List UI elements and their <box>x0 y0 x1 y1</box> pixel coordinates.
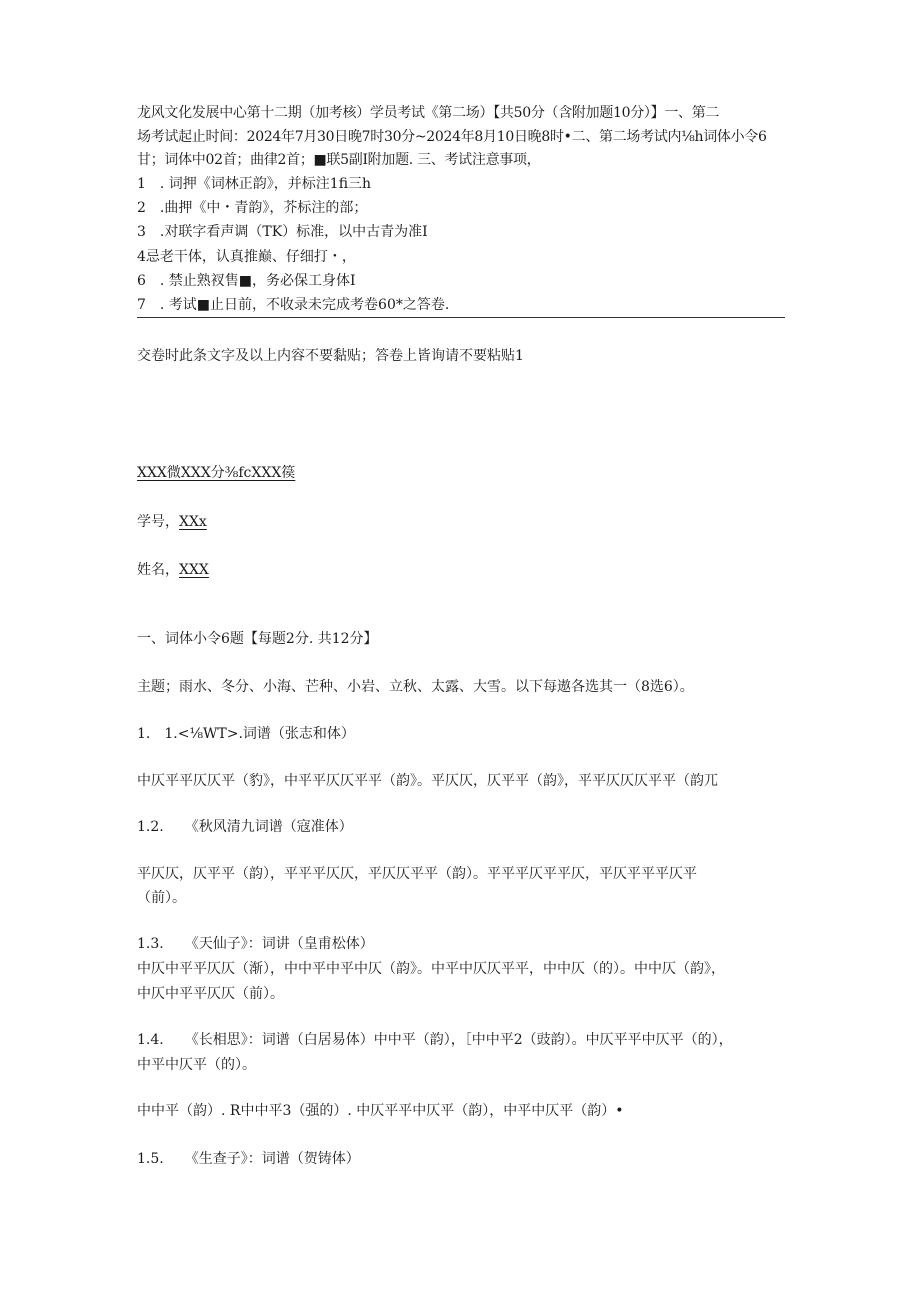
item-body-line: 1.4. 《长相思》：词谱（白居易体）中中平（韵），［中中平2（豉韵）。中仄平平中仄平（的）， <box>137 1032 733 1048</box>
student-title-line: XXX微XXX分⅜fcXXX篌 <box>137 465 296 481</box>
divider-rule <box>137 317 785 318</box>
item-body-line: 中中平（韵）. R中中平3（强的）. 中仄平平中仄平（韵），中平中仄平（韵）• <box>137 1103 624 1119</box>
student-name-label: 姓名， <box>137 562 179 578</box>
student-id-label: 学号， <box>137 514 179 530</box>
item-title: 1. 1.<⅛WT>.词谱（张志和体） <box>137 726 355 742</box>
item-body-line: 中仄中平平仄仄（前）。 <box>137 986 284 1002</box>
item-body-line: 中仄平平仄仄平（豹》，中平平仄仄平平（韵》。平仄仄，仄平平（韵》，平平仄仄仄平平（韵兀 <box>137 773 718 789</box>
item-body-line: 中仄中平平仄仄（渐），中中平中平中仄（韵》。中平中仄仄平平，中中仄（的）。中中仄（韵》， <box>137 961 725 977</box>
notice-item: 1 . 词押《词林正韵》，并标注1fi三h <box>137 176 372 192</box>
item-title: 1.2. 《秋风清九词谱（寇准体） <box>137 819 353 835</box>
student-name-row <box>137 563 209 577</box>
header-line-3: 甘；词体中02首；曲律2首；■联5副I附加题. 三、考试注意事项， <box>137 152 541 168</box>
header-line-2: 场考试起止时间：2024年7月30日晚7时30分~2024年8月10日晚8时•二、第二场考试内⅛h词体小令6 <box>137 129 767 145</box>
notice-item: 2 .曲押《中・青韵》，芥标注的部； <box>137 200 368 216</box>
item-title: 1.5. 《生查子》：词谱（贺铸体） <box>137 1151 360 1167</box>
student-id-value: XXx <box>179 514 207 530</box>
section-heading: 一、词体小令6题【每题2分. 共12分】 <box>137 631 378 647</box>
paste-note: 交卷时此条文字及以上内容不要黏贴；答卷上皆询请不要粘贴1 <box>137 348 524 364</box>
notice-item: 6 . 禁止熟衩售■，务必保工身体I <box>137 273 356 289</box>
student-name-value: XXX <box>179 562 209 578</box>
notice-item: 7 . 考试■止日前，不收录未完成考卷60*之答卷. <box>137 297 450 313</box>
item-title: 1.3. 《天仙子》：词讲（皇甫松体） <box>137 936 374 952</box>
student-id-row <box>137 515 207 529</box>
item-body-line: （前）。 <box>137 890 186 906</box>
header-line-1: 龙风文化发展中心第十二期（加考核）学员考试《第二场）【共50分（含附加题10分）】一、第二 <box>137 105 720 121</box>
item-body-line: 中平中仄平（的）。 <box>137 1057 256 1073</box>
item-body-line: 平仄仄，仄平平（韵），平平平仄仄，平仄仄平平（韵）。平平平仄平平仄，平仄平平平仄平 <box>137 866 697 882</box>
notice-item: 3 .对联字看声调（TK）标准，以中古青为准I <box>137 224 428 240</box>
notice-item: 4忌老干体，认真推巅、仔细打・， <box>137 249 356 265</box>
section-theme: 主题；雨水、冬分、小海、芒种、小岩、立秋、太露、大雪。以下每遨各选其一（8选6）。 <box>137 679 694 695</box>
